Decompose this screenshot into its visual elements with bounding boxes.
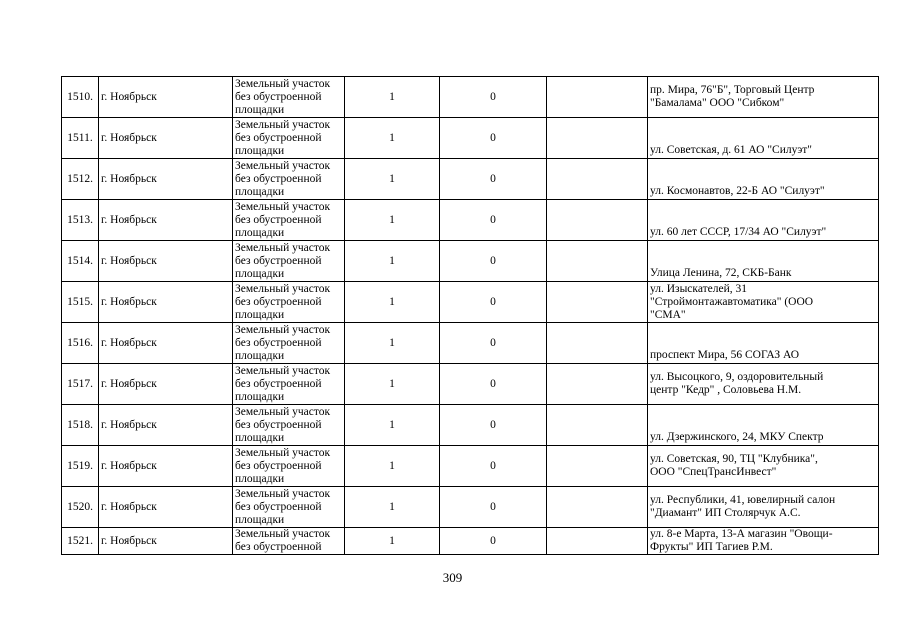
address-cell — [648, 487, 879, 528]
table-body — [62, 77, 879, 555]
city-cell: г. Ноябрьск — [99, 77, 233, 118]
object-type-cell — [233, 528, 345, 555]
table-row — [62, 77, 879, 118]
row-number-cell: 1512. — [62, 159, 99, 200]
empty-cell — [547, 200, 648, 241]
object-type-line: Земельный участок — [235, 200, 331, 213]
planned-cell: 0 — [440, 241, 547, 282]
object-type-line: площадки — [235, 185, 285, 198]
object-type-line: Земельный участок — [235, 487, 331, 500]
object-type-line: Земельный участок — [235, 159, 331, 172]
object-type-line: без обустроенной — [235, 172, 322, 185]
quantity-cell: 1 — [345, 405, 440, 446]
planned-cell: 0 — [440, 159, 547, 200]
row-number-cell: 1517. — [62, 364, 99, 405]
empty-cell — [547, 77, 648, 118]
address-line: "Бамалама" ООО "Сибком" — [650, 97, 785, 109]
city-cell: г. Ноябрьск — [99, 159, 233, 200]
address-cell — [648, 77, 879, 118]
object-type-line: площадки — [235, 431, 285, 444]
object-type-line: без обустроенной — [235, 377, 322, 390]
object-type-line: площадки — [235, 349, 285, 362]
address-line: ООО "СпецТрансИнвест" — [650, 466, 777, 478]
empty-cell — [547, 323, 648, 364]
row-number-cell: 1521. — [62, 528, 99, 555]
object-type-cell — [233, 159, 345, 200]
table-row — [62, 118, 879, 159]
city-cell: г. Ноябрьск — [99, 118, 233, 159]
object-type-line: площадки — [235, 144, 285, 157]
planned-cell: 0 — [440, 200, 547, 241]
object-type-line: площадки — [235, 390, 285, 403]
address-line: ул. Дзержинского, 24, МКУ Спектр — [650, 431, 824, 443]
address-line: "Диамант" ИП Столярчук А.С. — [650, 507, 801, 519]
table-row — [62, 487, 879, 528]
city-cell: г. Ноябрьск — [99, 323, 233, 364]
empty-cell — [547, 118, 648, 159]
object-type-line: Земельный участок — [235, 528, 331, 540]
quantity-cell: 1 — [345, 487, 440, 528]
table-row — [62, 323, 879, 364]
object-type-line: Земельный участок — [235, 77, 331, 90]
city-cell: г. Ноябрьск — [99, 487, 233, 528]
planned-cell: 0 — [440, 446, 547, 487]
city-cell: г. Ноябрьск — [99, 282, 233, 323]
quantity-cell: 1 — [345, 446, 440, 487]
object-type-cell — [233, 282, 345, 323]
object-type-cell — [233, 200, 345, 241]
quantity-cell: 1 — [345, 364, 440, 405]
object-type-line: без обустроенной — [235, 295, 322, 308]
row-number-cell: 1510. — [62, 77, 99, 118]
row-number-cell: 1513. — [62, 200, 99, 241]
object-type-line: без обустроенной — [235, 336, 322, 349]
address-line: ул. 8-е Марта, 13-А магазин "Овощи- — [650, 528, 833, 540]
object-type-line: Земельный участок — [235, 364, 331, 377]
address-cell — [648, 323, 879, 364]
address-line: ул. Советская, 90, ТЦ "Клубника", — [650, 453, 818, 465]
address-cell — [648, 200, 879, 241]
object-type-line: без обустроенной — [235, 90, 322, 103]
object-type-line: площадки — [235, 472, 285, 485]
quantity-cell: 1 — [345, 323, 440, 364]
city-cell: г. Ноябрьск — [99, 364, 233, 405]
object-type-line: без обустроенной — [235, 500, 322, 513]
address-line: пр. Мира, 76"Б", Торговый Центр — [650, 84, 815, 96]
planned-cell: 0 — [440, 487, 547, 528]
empty-cell — [547, 446, 648, 487]
quantity-cell: 1 — [345, 282, 440, 323]
address-cell — [648, 528, 879, 555]
empty-cell — [547, 282, 648, 323]
quantity-cell: 1 — [345, 77, 440, 118]
empty-cell — [547, 364, 648, 405]
empty-cell — [547, 405, 648, 446]
row-number-cell: 1518. — [62, 405, 99, 446]
address-cell — [648, 241, 879, 282]
object-type-cell — [233, 364, 345, 405]
city-cell: г. Ноябрьск — [99, 405, 233, 446]
object-type-cell — [233, 405, 345, 446]
row-number-cell: 1516. — [62, 323, 99, 364]
address-line: Фрукты" ИП Тагиев Р.М. — [650, 541, 773, 553]
table-row — [62, 282, 879, 323]
object-type-cell — [233, 241, 345, 282]
row-number-cell: 1515. — [62, 282, 99, 323]
object-type-line: Земельный участок — [235, 118, 331, 131]
object-type-cell — [233, 118, 345, 159]
address-cell — [648, 364, 879, 405]
object-type-cell — [233, 323, 345, 364]
row-number-cell: 1511. — [62, 118, 99, 159]
object-type-line: площадки — [235, 308, 285, 321]
planned-cell: 0 — [440, 405, 547, 446]
address-cell — [648, 405, 879, 446]
object-type-line: без обустроенной — [235, 541, 322, 553]
table-row — [62, 241, 879, 282]
row-number-cell: 1520. — [62, 487, 99, 528]
address-cell — [648, 159, 879, 200]
address-line: "СМА" — [650, 308, 686, 321]
object-type-cell — [233, 77, 345, 118]
address-line: ул. Изыскателей, 31 — [650, 282, 748, 295]
registry-table — [61, 76, 879, 555]
planned-cell: 0 — [440, 364, 547, 405]
quantity-cell: 1 — [345, 118, 440, 159]
planned-cell: 0 — [440, 118, 547, 159]
empty-cell — [547, 528, 648, 555]
object-type-line: площадки — [235, 103, 285, 116]
planned-cell: 0 — [440, 282, 547, 323]
table-row — [62, 446, 879, 487]
page-number: 309 — [442, 570, 463, 585]
city-cell: г. Ноябрьск — [99, 241, 233, 282]
address-line: проспект Мира, 56 СОГАЗ АО — [650, 349, 800, 361]
city-cell: г. Ноябрьск — [99, 528, 233, 555]
quantity-cell: 1 — [345, 200, 440, 241]
object-type-line: Земельный участок — [235, 323, 331, 336]
address-line: ул. Советская, д. 61 АО "Силуэт" — [650, 144, 812, 156]
object-type-line: Земельный участок — [235, 405, 331, 418]
address-cell — [648, 446, 879, 487]
planned-cell: 0 — [440, 528, 547, 555]
object-type-line: без обустроенной — [235, 254, 322, 267]
address-line: ул. 60 лет СССР, 17/34 АО "Силуэт" — [650, 226, 827, 238]
empty-cell — [547, 487, 648, 528]
address-line: Улица Ленина, 72, СКБ-Банк — [650, 267, 792, 279]
quantity-cell: 1 — [345, 159, 440, 200]
object-type-line: Земельный участок — [235, 241, 331, 254]
address-cell — [648, 118, 879, 159]
object-type-cell — [233, 487, 345, 528]
address-line: ул. Республики, 41, ювелирный салон — [650, 494, 836, 506]
object-type-line: Земельный участок — [235, 446, 331, 459]
city-cell: г. Ноябрьск — [99, 200, 233, 241]
object-type-line: площадки — [235, 226, 285, 239]
planned-cell: 0 — [440, 323, 547, 364]
address-cell — [648, 282, 879, 323]
object-type-line: площадки — [235, 513, 285, 526]
quantity-cell: 1 — [345, 528, 440, 555]
table-row — [62, 528, 879, 555]
quantity-cell: 1 — [345, 241, 440, 282]
object-type-line: без обустроенной — [235, 213, 322, 226]
table-row — [62, 200, 879, 241]
object-type-line: без обустроенной — [235, 459, 322, 472]
address-line: "Строймонтажавтоматика" (ООО — [650, 295, 814, 308]
object-type-cell — [233, 446, 345, 487]
city-cell: г. Ноябрьск — [99, 446, 233, 487]
planned-cell: 0 — [440, 77, 547, 118]
table-row — [62, 405, 879, 446]
row-number-cell: 1519. — [62, 446, 99, 487]
table-row — [62, 159, 879, 200]
empty-cell — [547, 159, 648, 200]
object-type-line: Земельный участок — [235, 282, 331, 295]
empty-cell — [547, 241, 648, 282]
object-type-line: без обустроенной — [235, 131, 322, 144]
object-type-line: площадки — [235, 267, 285, 280]
address-line: центр "Кедр" , Соловьева Н.М. — [650, 384, 802, 396]
object-type-line: без обустроенной — [235, 418, 322, 431]
address-line: ул. Высоцкого, 9, оздоровительный — [650, 371, 824, 383]
row-number-cell: 1514. — [62, 241, 99, 282]
table-row — [62, 364, 879, 405]
address-line: ул. Космонавтов, 22-Б АО "Силуэт" — [650, 185, 825, 197]
